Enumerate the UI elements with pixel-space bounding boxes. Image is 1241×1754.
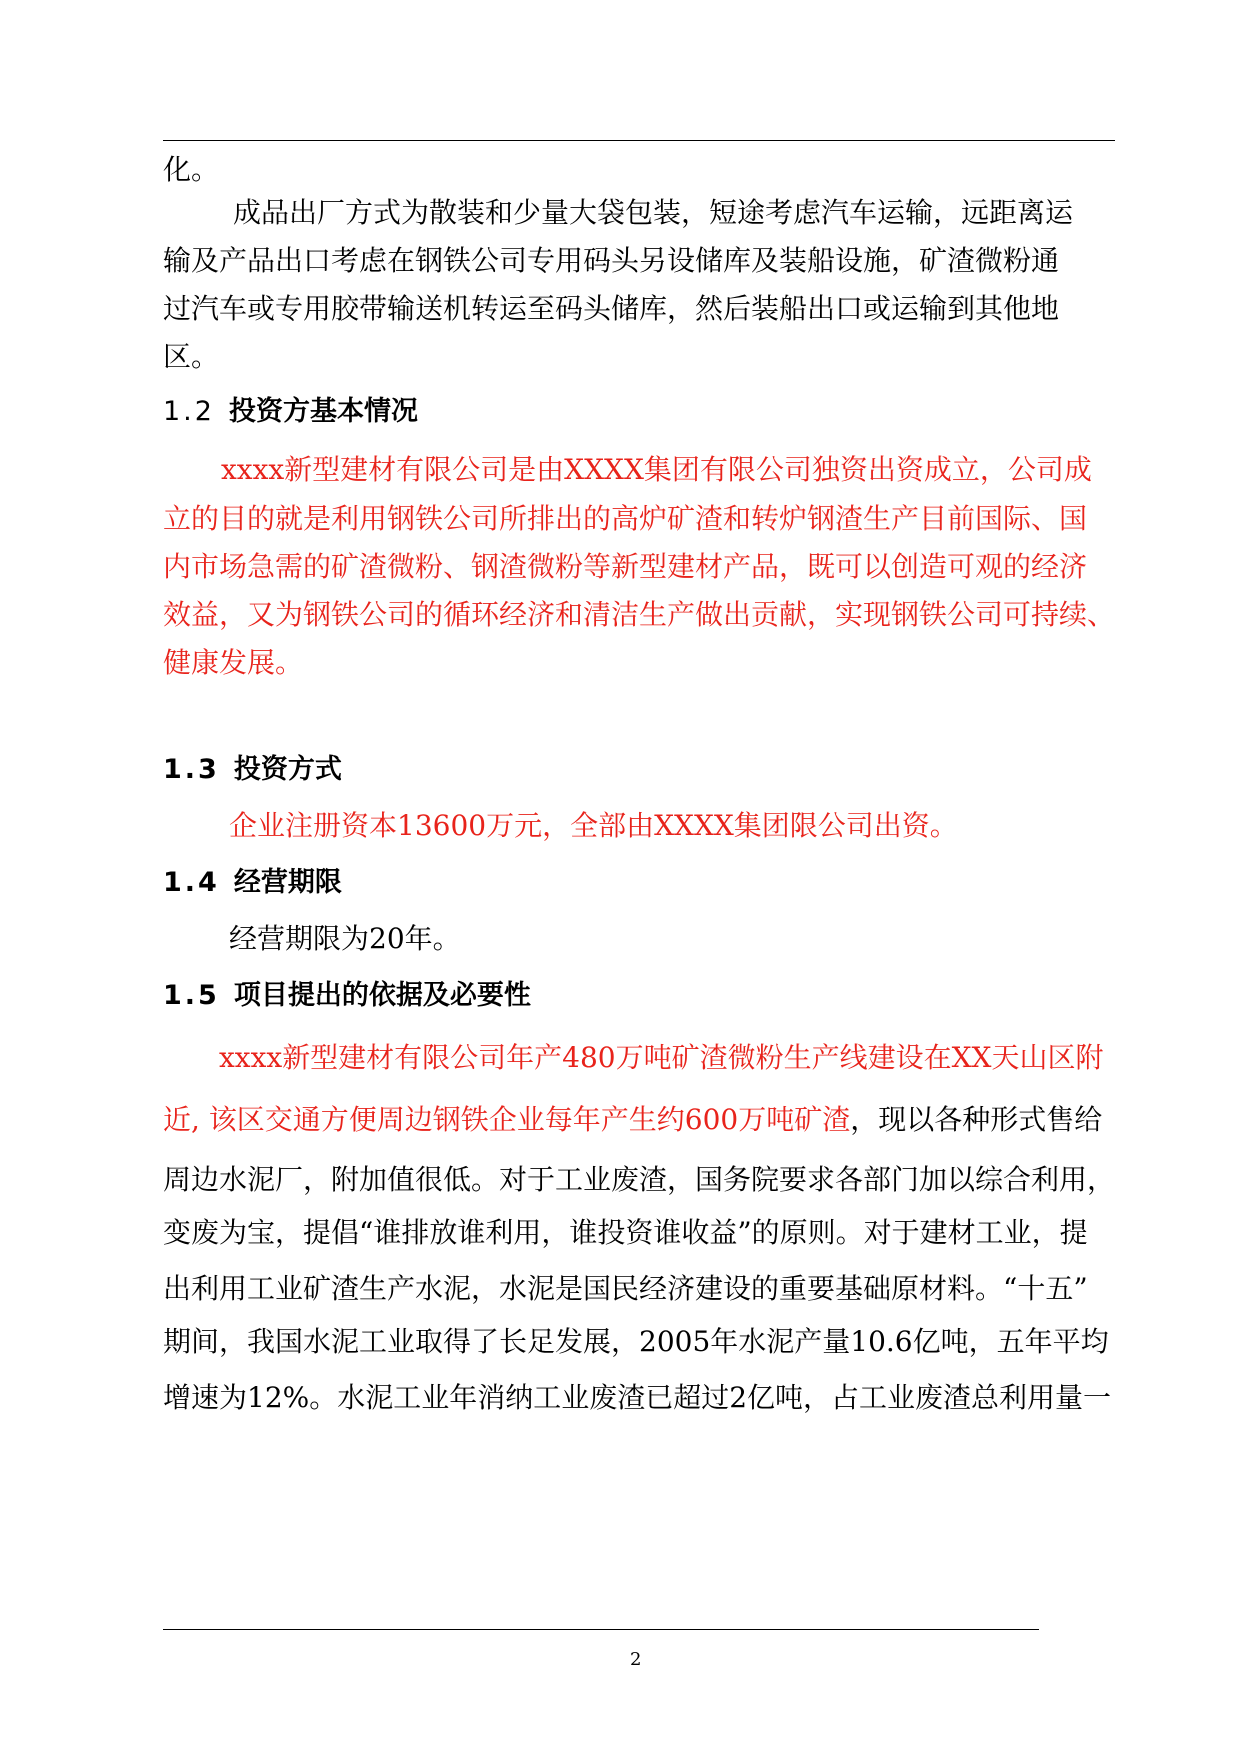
investor-para-line-4: 效益，又为钢铁公司的循环经济和清洁生产做出贡献，实现钢铁公司可持续、 (163, 598, 1116, 631)
section-heading-1-2 (163, 398, 418, 425)
continuation-line: 化。 (163, 153, 220, 186)
section-title: 经营期限 (233, 867, 342, 898)
section-number: 1.2 (163, 396, 215, 427)
section-title: 项目提出的依据及必要性 (233, 980, 531, 1011)
basis-line-2-rest: ，现以各种形式售给 (850, 1103, 1103, 1136)
basis-para-line-2 (163, 1103, 1103, 1136)
section-heading-1-3 (163, 756, 342, 783)
term-para-line-1: 经营期限为20年。 (229, 922, 461, 955)
section-number: 1.4 (163, 867, 220, 898)
investor-para-line-2: 立的目的就是利用钢铁公司所排出的高炉矿渣和转炉钢渣生产目前国际、国 (163, 502, 1088, 535)
basis-para-line-7: 增速为12%。水泥工业年消纳工业废渣已超过2亿吨，占工业废渣总利用量一 (163, 1381, 1112, 1414)
basis-para-line-5: 出利用工业矿渣生产水泥，水泥是国民经济建设的重要基础原材料。“十五” (163, 1272, 1088, 1305)
shipping-para-line-1: 成品出厂方式为散装和少量大袋包装，短途考虑汽车运输，远距离运 (233, 196, 1074, 229)
section-heading-1-5 (163, 982, 531, 1009)
shipping-para-line-3: 过汽车或专用胶带输送机转运至码头储库，然后装船出口或运输到其他地 (163, 292, 1060, 325)
section-title: 投资方基本情况 (228, 396, 418, 427)
shipping-para-line-2: 输及产品出口考虑在钢铁公司专用码头另设储库及装船设施，矿渣微粉通 (163, 244, 1060, 277)
section-title: 投资方式 (233, 754, 342, 785)
footer-rule (163, 1629, 1039, 1630)
section-heading-1-4 (163, 869, 342, 896)
investor-para-line-3: 内市场急需的矿渣微粉、钢渣微粉等新型建材产品，既可以创造可观的经济 (163, 550, 1088, 583)
page-number: 2 (630, 1649, 642, 1670)
section-number: 1.5 (163, 980, 220, 1011)
basis-para-line-1: xxxx新型建材有限公司年产480万吨矿渣微粉生产线建设在XX天山区附 (219, 1041, 1104, 1074)
section-number: 1.3 (163, 754, 220, 785)
basis-para-line-4: 变废为宝，提倡“谁排放谁利用，谁投资谁收益”的原则。对于建材工业，提 (163, 1216, 1088, 1249)
basis-para-line-6: 期间，我国水泥工业取得了长足发展，2005年水泥产量10.6亿吨，五年平均 (163, 1325, 1109, 1358)
investor-para-line-1: xxxx新型建材有限公司是由XXXX集团有限公司独资出资成立，公司成 (221, 453, 1092, 486)
basis-line-2-emphasis: 近, 该区交通方便周边钢铁企业每年产生约600万吨矿渣 (163, 1103, 851, 1136)
header-rule (163, 140, 1115, 141)
shipping-para-line-4: 区。 (163, 340, 220, 373)
investor-para-line-5: 健康发展。 (163, 646, 304, 679)
method-para-line-1: 企业注册资本13600万元，全部由XXXX集团限公司出资。 (229, 809, 958, 842)
basis-para-line-3: 周边水泥厂，附加值很低。对于工业废渣，国务院要求各部门加以综合利用， (163, 1163, 1116, 1196)
